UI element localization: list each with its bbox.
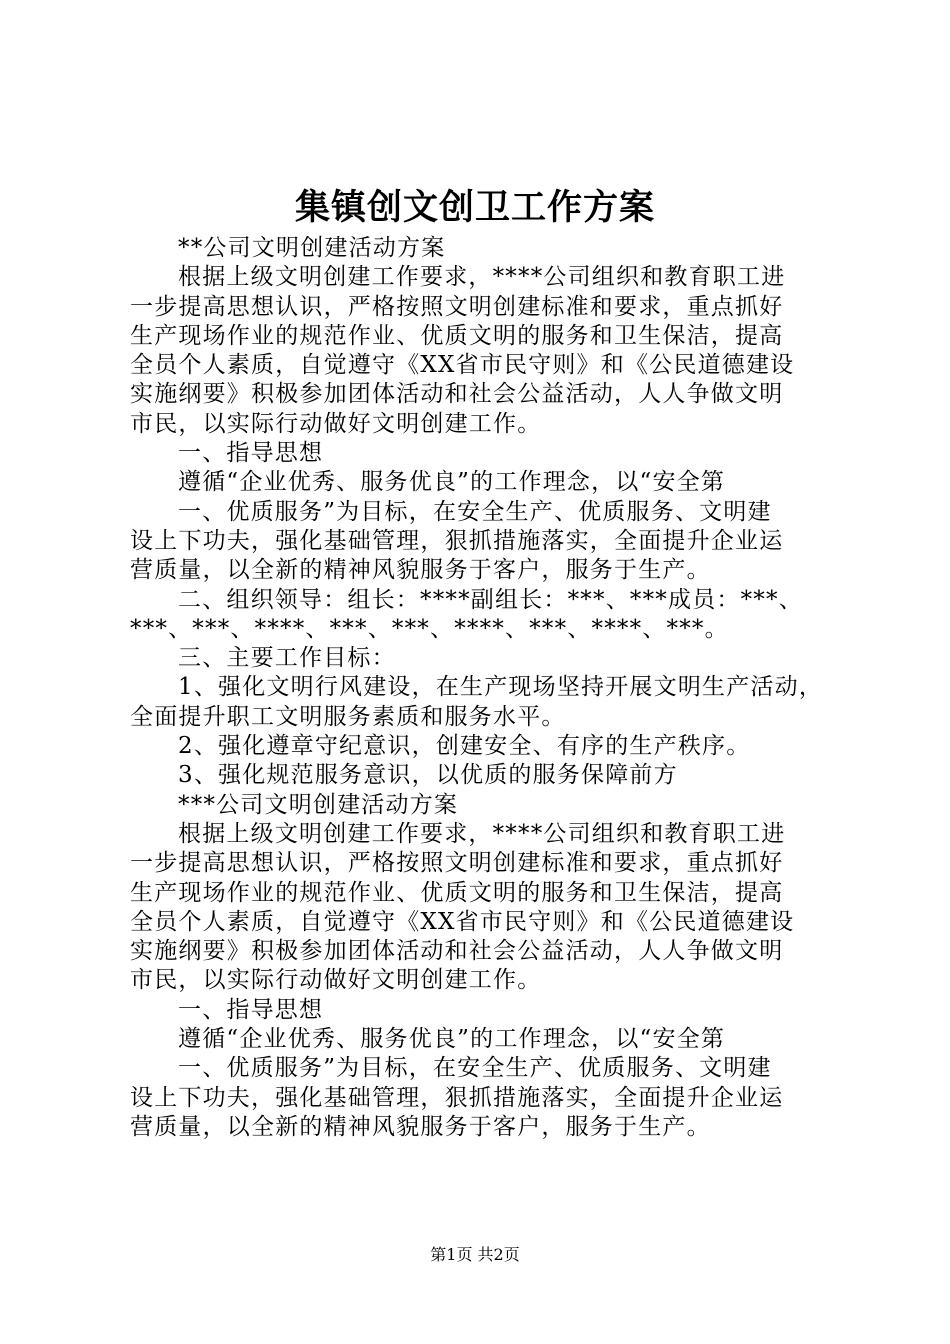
body-line: 全员个人素质，自觉遵守《XX省市民守则》和《公民道德建设: [130, 352, 795, 379]
body-line: 三、主要工作目标：: [178, 645, 396, 672]
body-line: 一、指导思想: [178, 440, 324, 467]
body-line: ***公司文明创建活动方案: [178, 791, 459, 818]
body-line: 生产现场作业的规范作业、优质文明的服务和卫生保洁，提高: [130, 322, 784, 349]
body-line: 全员个人素质，自觉遵守《XX省市民守则》和《公民道德建设: [130, 908, 795, 935]
body-line: **公司文明创建活动方案: [178, 235, 446, 261]
document-body: [130, 234, 830, 1142]
body-line: 市民，以实际行动做好文明创建工作。: [130, 967, 542, 994]
body-line: 遵循“企业优秀、服务优良”的工作理念，以“安全第: [178, 1026, 726, 1053]
body-line: 实施纲要》积极参加团体活动和社会公益活动，人人争做文明: [130, 938, 784, 965]
body-line: 1、强化文明行风建设，在生产现场坚持开展文明生产活动，: [178, 674, 824, 701]
body-line: 设上下功夫，强化基础管理，狠抓措施落实，全面提升企业运: [130, 1084, 784, 1111]
body-line: 一、指导思想: [178, 996, 324, 1023]
body-line: 一、优质服务”为目标，在安全生产、优质服务、文明建: [178, 498, 772, 525]
body-line: 3、强化规范服务意识，以优质的服务保障前方: [178, 762, 678, 789]
body-line: 根据上级文明创建工作要求，****公司组织和教育职工进: [178, 264, 786, 291]
body-line: 根据上级文明创建工作要求，****公司组织和教育职工进: [178, 820, 786, 847]
body-line: 一步提高思想认识，严格按照文明创建标准和要求，重点抓好: [130, 850, 784, 877]
body-line: 全面提升职工文明服务素质和服务水平。: [130, 703, 566, 730]
body-line: 一、优质服务”为目标，在安全生产、优质服务、文明建: [178, 1055, 772, 1082]
body-line: 生产现场作业的规范作业、优质文明的服务和卫生保洁，提高: [130, 879, 784, 906]
body-line: 市民，以实际行动做好文明创建工作。: [130, 410, 542, 437]
body-line: 设上下功夫，强化基础管理，狠抓措施落实，全面提升企业运: [130, 527, 784, 554]
body-line: 营质量，以全新的精神风貌服务于客户，服务于生产。: [130, 557, 711, 584]
body-line: 营质量，以全新的精神风貌服务于客户，服务于生产。: [130, 1113, 711, 1140]
page-footer: 第1页 共2页: [430, 1245, 520, 1264]
body-line: 一步提高思想认识，严格按照文明创建标准和要求，重点抓好: [130, 293, 784, 320]
body-line: 遵循“企业优秀、服务优良”的工作理念，以“安全第: [178, 469, 726, 496]
body-line: ***、***、****、***、***、****、***、****、***。: [130, 615, 729, 642]
document-title: 集镇创文创卫工作方案: [294, 188, 655, 228]
body-line: 2、强化遵章守纪意识，创建安全、有序的生产秩序。: [178, 733, 751, 760]
body-line: 二、组织领导：组长：****副组长：***、***成员：***、: [178, 586, 803, 613]
body-line: 实施纲要》积极参加团体活动和社会公益活动，人人争做文明: [130, 381, 784, 408]
